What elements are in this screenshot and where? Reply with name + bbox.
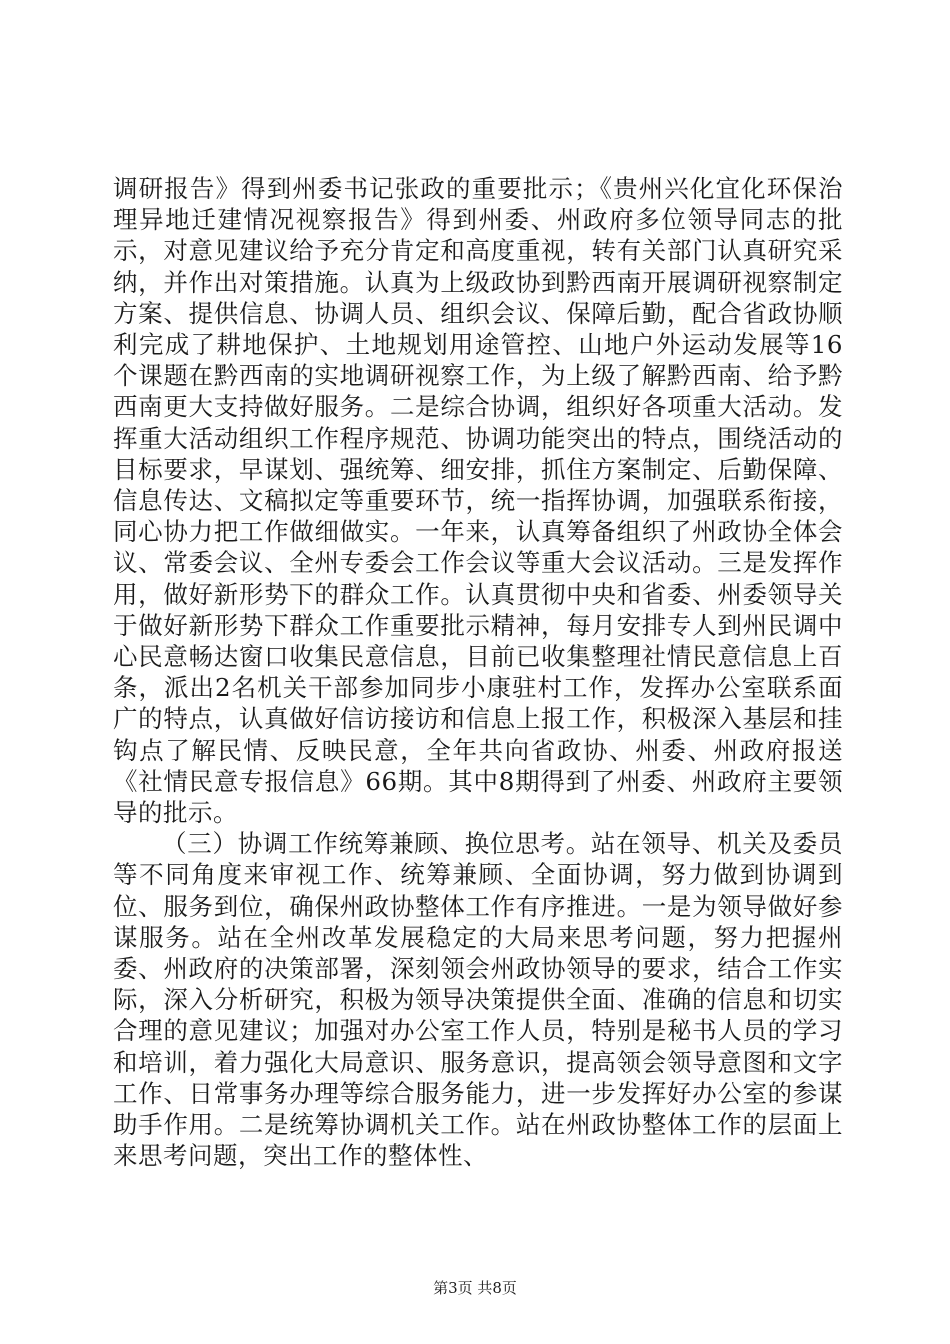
document-body xyxy=(113,173,843,1172)
body-paragraph-2: （三）协调工作统筹兼顾、换位思考。站在领导、机关及委员等不同角度来审视工作、统筹兼顾、全面协调，努力做到协调到位、服务到位，确保州政协整体工作有序推进。一是为领导做好参谋服务。站在全州改革发展稳定的大局来思考问题，努力把握州委、州政府的决策部署，深刻领会州政协领导的要求，结合工作实际，深入分析研究，积极为领导决策提供全面、准确的信息和切实合理的意见建议；加强对办公室工作人员，特别是秘书人员的学习和培训，着力强化大局意识、服务意识，提高领会领导意图和文字工作、日常事务办理等综合服务能力，进一步发挥好办公室的参谋助手作用。二是统筹协调机关工作。站在州政协整体工作的层面上来思考问题，突出工作的整体性、 xyxy=(113,829,843,1171)
body-paragraph-1: 调研报告》得到州委书记张政的重要批示；《贵州兴化宜化环保治理异地迁建情况视察报告》得到州委、州政府多位领导同志的批示，对意见建议给予充分肯定和高度重视，转有关部门认真研究采纳，并作出对策措施。认真为上级政协到黔西南开展调研视察制定方案、提供信息、协调人员、组织会议、保障后勤，配合省政协顺利完成了耕地保护、土地规划用途管控、山地户外运动发展等16个课题在黔西南的实地调研视察工作，为上级了解黔西南、给予黔西南更大支持做好服务。二是综合协调，组织好各项重大活动。发挥重大活动组织工作程序规范、协调功能突出的特点，围绕活动的目标要求，早谋划、强统筹、细安排，抓住方案制定、后勤保障、信息传达、文稿拟定等重要环节，统一指挥协调，加强联系衔接，同心协力把工作做细做实。一年来，认真筹备组织了州政协全体会议、常委会议、全州专委会工作会议等重大会议活动。三是发挥作用，做好新形势下的群众工作。认真贯彻中央和省委、州委领导关于做好新形势下群众工作重要批示精神，每月安排专人到州民调中心民意畅达窗口收集民意信息，目前已收集整理社情民意信息上百条，派出2名机关干部参加同步小康驻村工作，发挥办公室联系面广的特点，认真做好信访接访和信息上报工作，积极深入基层和挂钩点了解民情、反映民意，全年共向省政协、州委、州政府报送《社情民意专报信息》66期。其中8期得到了州委、州政府主要领导的批示。 xyxy=(113,174,843,828)
page-footer: 第3页 共8页 xyxy=(433,1279,517,1297)
